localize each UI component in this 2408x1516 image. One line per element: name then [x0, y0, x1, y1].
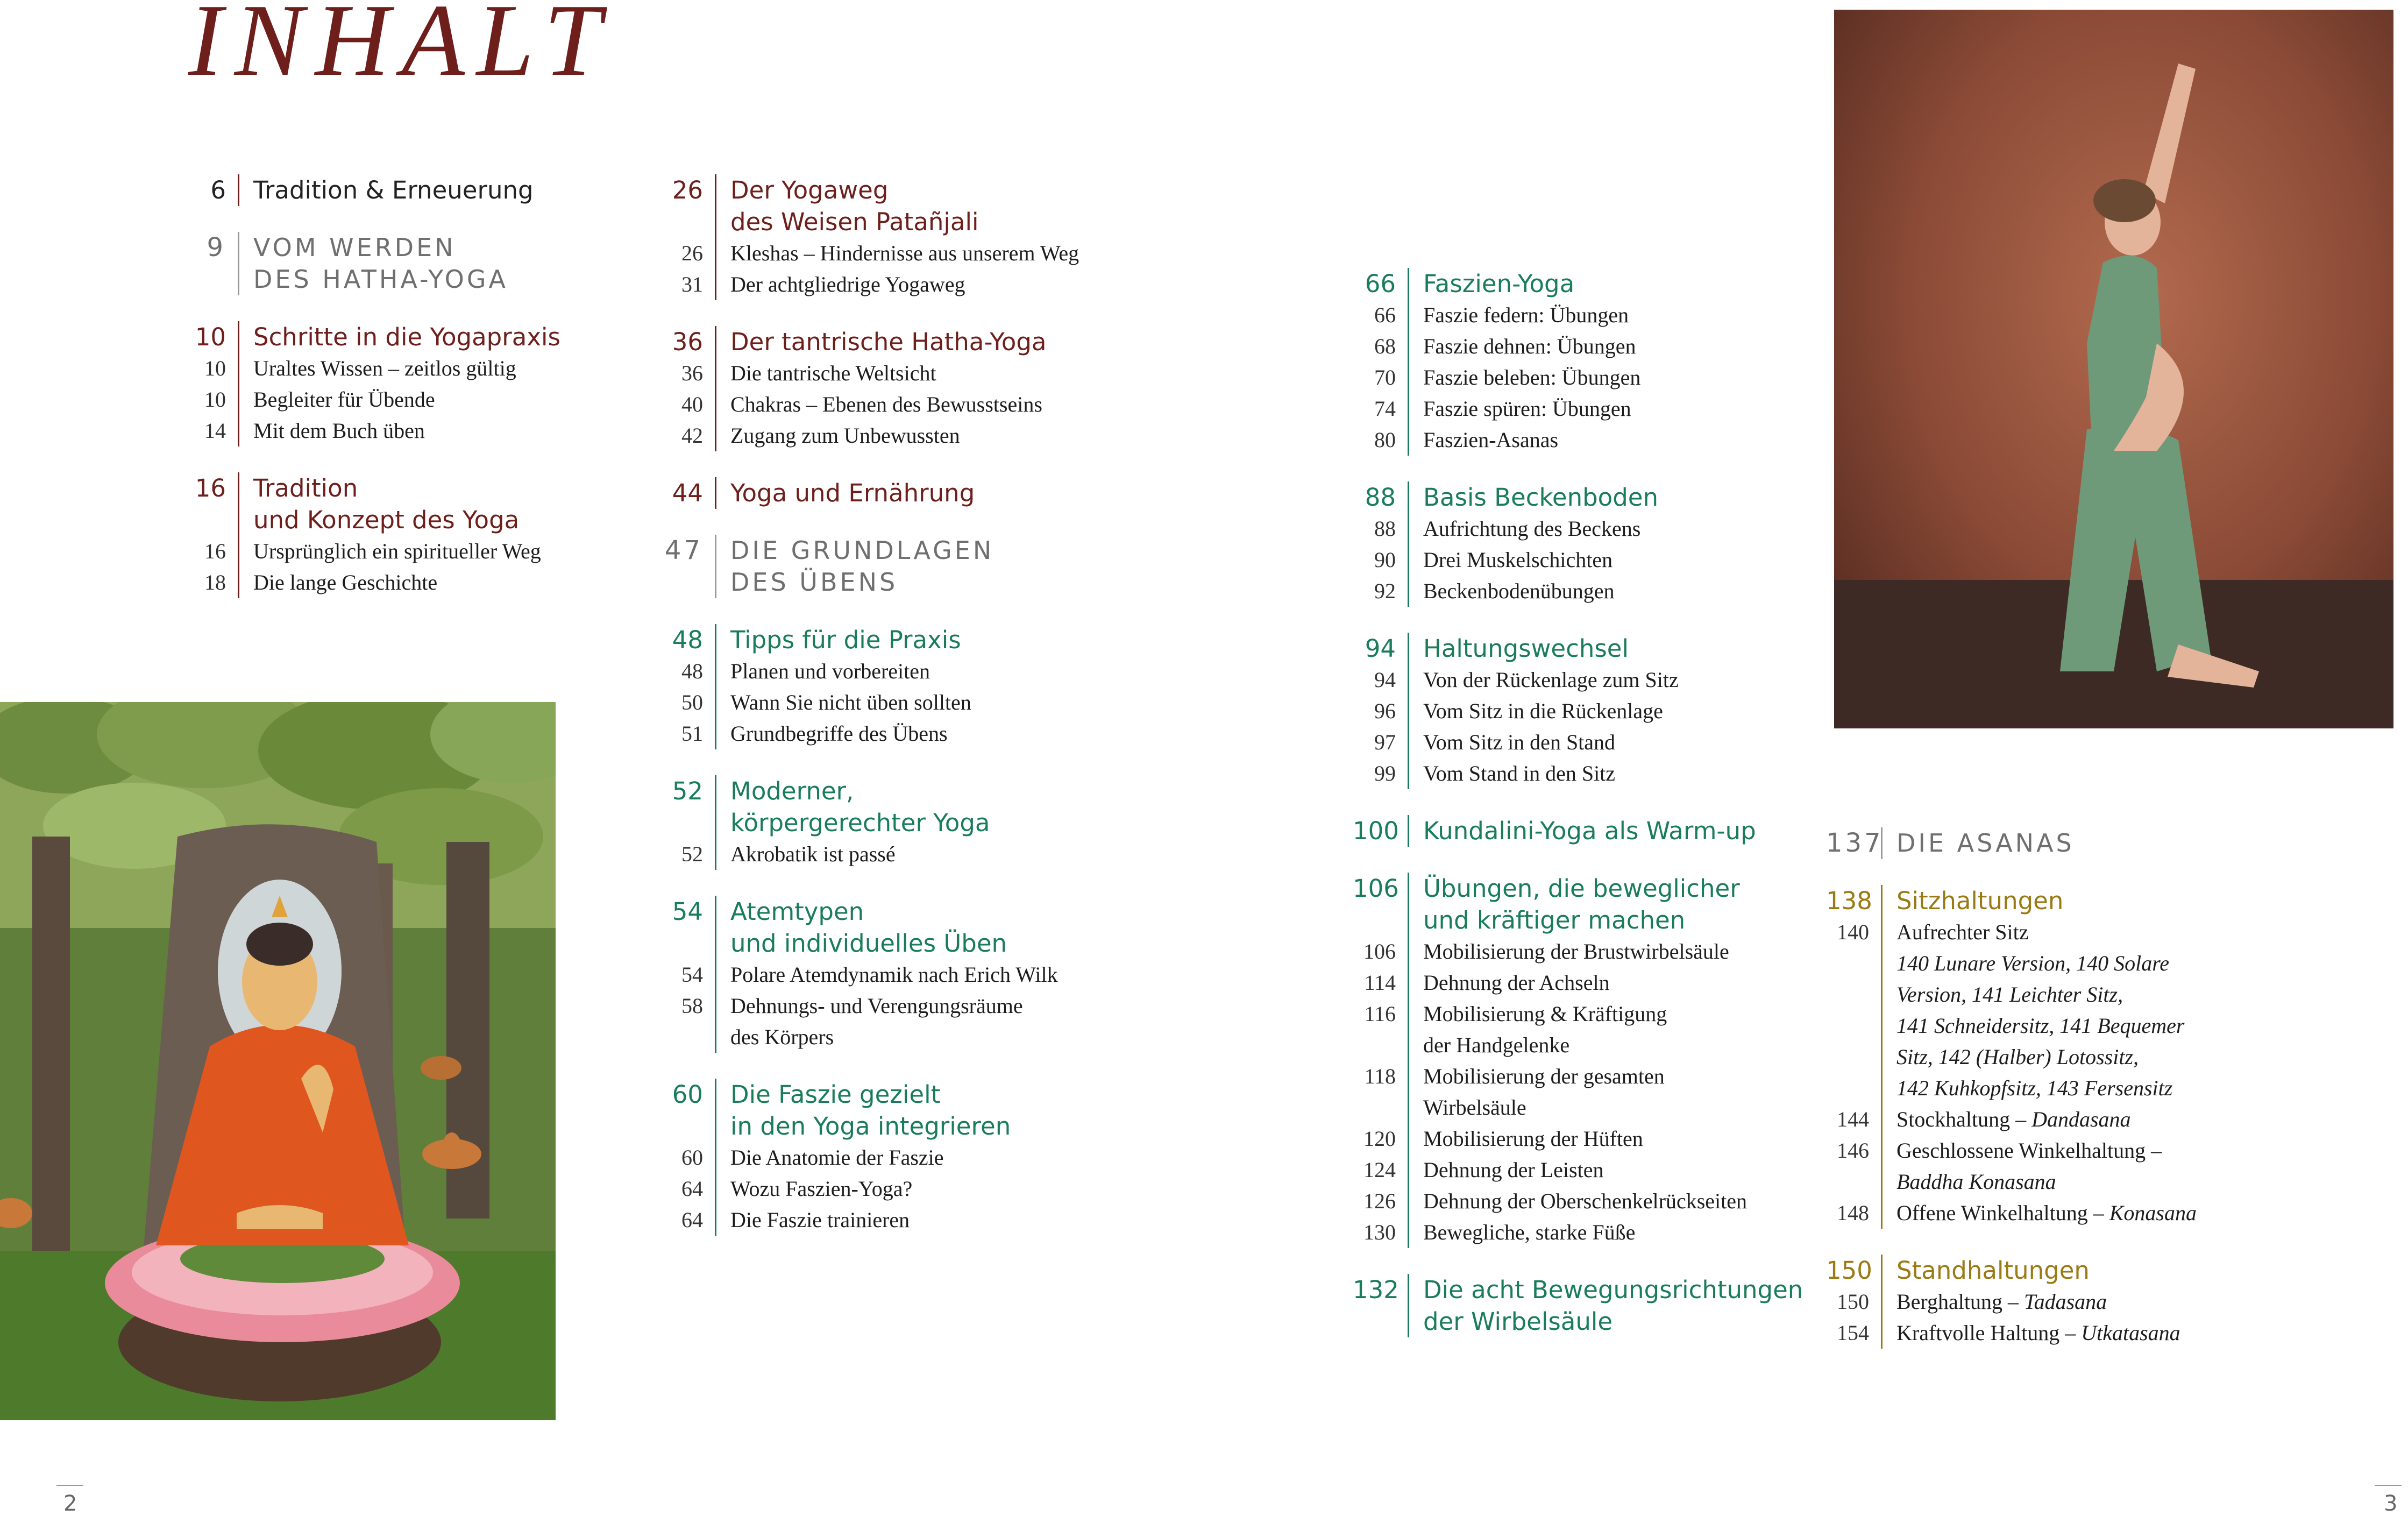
toc-item-page[interactable]: 144 — [1837, 1107, 1869, 1131]
toc-section — [1353, 633, 1837, 789]
toc-column-3 — [1353, 268, 1837, 1363]
toc-item-page[interactable]: 148 — [1837, 1201, 1869, 1225]
toc-item[interactable]: Mobilisierung der gesamten — [1423, 1064, 1665, 1088]
toc-heading-page[interactable]: 66 — [1365, 270, 1396, 298]
toc-heading-page[interactable] — [660, 927, 703, 959]
toc-heading-page[interactable]: 9 — [207, 232, 226, 263]
toc-heading-page[interactable]: 44 — [672, 479, 703, 507]
toc-entries — [1881, 827, 2364, 859]
toc-item-page[interactable]: 150 — [1837, 1290, 1869, 1314]
toc-item-page[interactable]: 140 — [1837, 920, 1869, 944]
toc-item[interactable]: Die Faszie trainieren — [730, 1208, 910, 1232]
toc-heading-page[interactable]: 106 — [1353, 874, 1399, 903]
toc-item[interactable]: 141 Schneidersitz, 141 Bequemer — [1896, 1014, 2185, 1038]
toc-item[interactable]: Dehnung der Leisten — [1423, 1158, 1604, 1182]
toc-heading-page[interactable]: 6 — [210, 176, 226, 204]
toc-page-numbers — [1826, 827, 1884, 859]
toc-heading-page[interactable]: 54 — [672, 897, 703, 926]
toc-item-page[interactable]: 99 — [1374, 761, 1396, 785]
toc-item[interactable]: Faszie spüren: Übungen — [1423, 396, 1631, 421]
toc-item-page[interactable]: 92 — [1374, 579, 1396, 603]
toc-heading-page[interactable] — [660, 807, 703, 839]
toc-section — [1353, 1274, 1837, 1337]
toc-section — [183, 174, 629, 206]
toc-item[interactable] — [1896, 1317, 2364, 1349]
toc-page-numbers — [183, 174, 238, 206]
toc-heading-page[interactable]: 48 — [672, 626, 703, 654]
toc-item-page[interactable]: 126 — [1363, 1189, 1396, 1213]
toc-item-page[interactable] — [1826, 1073, 1869, 1104]
toc-heading-page[interactable]: 60 — [672, 1080, 703, 1109]
toc-item-page[interactable]: 116 — [1364, 1002, 1396, 1026]
toc-item[interactable]: Ursprünglich ein spiritueller Weg — [253, 539, 541, 563]
toc-item-page[interactable] — [1826, 1166, 1869, 1198]
toc-section — [1353, 481, 1837, 607]
toc-item[interactable]: Vom Sitz in den Stand — [1423, 730, 1616, 754]
toc-item[interactable] — [1896, 1104, 2364, 1135]
toc-item[interactable]: Sitz, 142 (Halber) Lotossitz, — [1896, 1045, 2139, 1069]
toc-heading[interactable]: Übungen, die beweglicher — [1423, 874, 1740, 903]
toc-heading-page[interactable]: 26 — [672, 176, 703, 204]
toc-item[interactable]: Der achtgliedrige Yogaweg — [730, 272, 965, 296]
toc-item-page[interactable]: 118 — [1364, 1064, 1396, 1088]
toc-entries — [715, 775, 1209, 870]
toc-item-text: Berghaltung – — [1896, 1290, 2025, 1314]
toc-item-page[interactable]: 88 — [1374, 516, 1396, 541]
toc-heading[interactable]: Tradition — [253, 474, 358, 502]
toc-heading-page[interactable]: 16 — [195, 474, 226, 502]
toc-column-1 — [183, 174, 629, 624]
toc-item[interactable]: Kleshas – Hindernisse aus unserem Weg — [730, 241, 1079, 265]
toc-section — [660, 775, 1209, 870]
toc-item-page[interactable] — [1826, 948, 1869, 979]
toc-item[interactable]: der Handgelenke — [1423, 1033, 1570, 1057]
toc-heading-page[interactable] — [660, 1110, 703, 1142]
toc-section — [660, 624, 1209, 749]
yoga-pose-photo — [1834, 10, 2393, 728]
toc-heading[interactable]: Basis Beckenboden — [1423, 483, 1658, 512]
toc-entries — [1408, 873, 1837, 1248]
toc-section — [1826, 885, 2364, 1229]
toc-column-2 — [660, 174, 1209, 1262]
toc-item-page[interactable]: 70 — [1374, 365, 1396, 389]
toc-heading-page[interactable]: 52 — [672, 777, 703, 805]
toc-page-numbers — [660, 624, 715, 749]
toc-item[interactable]: Vom Sitz in die Rückenlage — [1423, 699, 1663, 723]
toc-item-page[interactable]: 74 — [1374, 396, 1396, 421]
toc-heading[interactable]: DIE ASANAS — [1896, 828, 2075, 858]
toc-item-text: Kraftvolle Haltung – — [1896, 1321, 2082, 1345]
toc-heading-page[interactable]: 137 — [1826, 828, 1884, 858]
toc-item[interactable]: Bewegliche, starke Füße — [1423, 1220, 1636, 1244]
toc-heading-page[interactable]: 150 — [1826, 1256, 1872, 1285]
toc-item[interactable]: Baddha Konasana — [1896, 1170, 2056, 1194]
toc-item-page[interactable]: 54 — [681, 962, 703, 987]
toc-heading-page[interactable]: 36 — [672, 328, 703, 356]
toc-item[interactable]: Faszie federn: Übungen — [1423, 303, 1629, 327]
toc-entries — [715, 326, 1209, 451]
toc-item-page[interactable]: 26 — [681, 241, 703, 265]
toc-entries — [1408, 268, 1837, 456]
toc-heading[interactable]: Yoga und Ernährung — [730, 479, 975, 507]
toc-item[interactable]: des Körpers — [730, 1025, 834, 1049]
toc-heading[interactable]: und Konzept des Yoga — [253, 506, 520, 534]
toc-item-sanskrit: Utkatasana — [2081, 1321, 2180, 1345]
toc-item-page[interactable]: 31 — [681, 272, 703, 296]
toc-section — [1353, 815, 1837, 847]
toc-heading-page[interactable] — [1353, 1306, 1396, 1337]
toc-page-numbers — [660, 1079, 715, 1236]
toc-item[interactable]: Mobilisierung der Hüften — [1423, 1127, 1643, 1151]
toc-entries — [715, 535, 1209, 598]
toc-page-numbers — [660, 477, 715, 509]
toc-item-page[interactable] — [1826, 1010, 1869, 1042]
toc-item[interactable]: Die lange Geschichte — [253, 570, 438, 594]
toc-item-page[interactable] — [1353, 1092, 1396, 1123]
toc-entries — [1408, 815, 1837, 847]
toc-item[interactable]: Chakras – Ebenen des Bewusstseins — [730, 392, 1042, 416]
toc-page-numbers — [1353, 268, 1408, 456]
toc-item[interactable]: Planen und vorbereiten — [730, 659, 930, 683]
toc-page-numbers — [660, 326, 715, 451]
toc-item-page[interactable]: 106 — [1363, 939, 1396, 964]
toc-page-numbers — [1353, 481, 1408, 607]
toc-entries — [1881, 885, 2364, 1229]
toc-heading-page[interactable]: 94 — [1365, 634, 1396, 663]
toc-item[interactable]: 142 Kuhkopfsitz, 143 Fersensitz — [1896, 1076, 2173, 1100]
toc-entries — [238, 232, 629, 295]
toc-item[interactable]: Aufrichtung des Beckens — [1423, 516, 1641, 541]
toc-item[interactable]: Faszie dehnen: Übungen — [1423, 334, 1636, 358]
toc-heading[interactable]: Kundalini-Yoga als Warm-up — [1423, 817, 1756, 845]
toc-item-page[interactable]: 40 — [681, 392, 703, 416]
toc-item[interactable]: Akrobatik ist passé — [730, 842, 896, 866]
toc-page-numbers — [660, 174, 715, 300]
toc-column-4 — [1826, 827, 2364, 1375]
toc-heading[interactable]: Tradition & Erneuerung — [253, 176, 534, 204]
toc-item[interactable]: Dehnung der Oberschenkelrückseiten — [1423, 1189, 1747, 1213]
toc-item[interactable]: Aufrechter Sitz — [1896, 920, 2029, 944]
toc-item[interactable]: Vom Stand in den Sitz — [1423, 761, 1616, 785]
toc-heading[interactable]: VOM WERDEN — [253, 233, 456, 262]
toc-heading-page[interactable]: 100 — [1353, 817, 1399, 845]
toc-item-page[interactable]: 130 — [1363, 1220, 1396, 1244]
toc-page-numbers — [1353, 1274, 1408, 1337]
toc-entries — [715, 477, 1209, 509]
toc-heading[interactable]: in den Yoga integrieren — [730, 1112, 1011, 1140]
left-folio-rule — [56, 1485, 83, 1486]
toc-item-page[interactable]: 16 — [204, 539, 226, 563]
toc-item[interactable]: Zugang zum Unbewussten — [730, 423, 960, 448]
toc-item-page[interactable]: 124 — [1363, 1158, 1396, 1182]
toc-entries — [715, 1079, 1209, 1236]
toc-heading[interactable]: Schritte in die Yogapraxis — [253, 323, 560, 351]
toc-heading-page[interactable]: 47 — [664, 535, 703, 565]
toc-item-page[interactable] — [1826, 1042, 1869, 1073]
toc-section — [1826, 1255, 2364, 1349]
toc-section — [660, 326, 1209, 451]
toc-item-page[interactable]: 64 — [681, 1208, 703, 1232]
toc-item[interactable] — [1896, 1286, 2364, 1317]
toc-item-page[interactable]: 96 — [1374, 699, 1396, 723]
toc-item-page[interactable]: 58 — [681, 994, 703, 1018]
toc-item-page[interactable]: 66 — [1374, 303, 1396, 327]
toc-item[interactable]: Geschlossene Winkelhaltung – — [1896, 1138, 2162, 1163]
toc-item-page[interactable]: 48 — [681, 659, 703, 683]
toc-item[interactable]: Von der Rückenlage zum Sitz — [1423, 668, 1679, 692]
toc-heading-page[interactable]: 138 — [1826, 887, 1872, 915]
toc-section — [660, 896, 1209, 1053]
toc-page-numbers — [183, 232, 238, 295]
toc-heading[interactable]: DIE GRUNDLAGEN — [730, 536, 995, 565]
toc-heading[interactable]: Sitzhaltungen — [1896, 887, 2064, 915]
toc-heading[interactable]: des Weisen Patañjali — [730, 208, 979, 236]
toc-item[interactable]: Wann Sie nicht üben sollten — [730, 690, 971, 714]
toc-item-page[interactable]: 90 — [1374, 548, 1396, 572]
toc-item[interactable]: Uraltes Wissen – zeitlos gültig — [253, 356, 516, 380]
toc-heading-page[interactable] — [183, 504, 226, 536]
toc-page-numbers — [183, 472, 238, 598]
toc-item[interactable]: Mobilisierung & Kräftigung — [1423, 1002, 1667, 1026]
toc-heading[interactable]: körpergerechter Yoga — [730, 809, 990, 837]
toc-item-page[interactable]: 14 — [204, 419, 226, 443]
toc-item-sanskrit: Tadasana — [2024, 1290, 2107, 1314]
toc-item-page[interactable]: 60 — [681, 1145, 703, 1170]
toc-item[interactable]: 140 Lunare Version, 140 Solare — [1896, 951, 2170, 975]
toc-heading[interactable]: Faszien-Yoga — [1423, 270, 1575, 298]
page-title: INHALT — [188, 0, 613, 97]
toc-item-page[interactable]: 52 — [681, 842, 703, 866]
toc-item-page[interactable] — [1826, 979, 1869, 1010]
left-page-number: 2 — [63, 1491, 77, 1516]
toc-item-page[interactable]: 80 — [1374, 428, 1396, 452]
toc-item-page[interactable]: 97 — [1374, 730, 1396, 754]
toc-heading[interactable]: Die Faszie gezielt — [730, 1080, 941, 1109]
toc-item-text: Offene Winkelhaltung – — [1896, 1201, 2109, 1225]
toc-item-page[interactable]: 64 — [681, 1177, 703, 1201]
toc-heading[interactable]: und individuelles Üben — [730, 929, 1007, 958]
toc-item-page[interactable]: 154 — [1837, 1321, 1869, 1345]
right-folio-rule — [2375, 1485, 2402, 1486]
toc-item[interactable]: Wirbelsäule — [1423, 1095, 1526, 1120]
toc-item[interactable]: Mit dem Buch üben — [253, 419, 425, 443]
toc-heading-page[interactable] — [660, 566, 703, 598]
toc-item[interactable]: Faszie beleben: Übungen — [1423, 365, 1641, 389]
toc-heading[interactable]: Der Yogaweg — [730, 176, 889, 204]
toc-item-sanskrit: Konasana — [2109, 1201, 2197, 1225]
toc-item[interactable]: Dehnung der Achseln — [1423, 970, 1610, 995]
toc-item[interactable]: Polare Atemdynamik nach Erich Wilk — [730, 962, 1058, 987]
toc-heading-page[interactable] — [660, 206, 703, 238]
toc-item-page[interactable] — [1353, 1030, 1396, 1061]
toc-section — [1826, 827, 2364, 859]
toc-item-page[interactable] — [660, 1022, 703, 1053]
toc-item[interactable]: Die tantrische Weltsicht — [730, 361, 936, 385]
toc-section — [183, 232, 629, 295]
toc-item[interactable]: Die Anatomie der Faszie — [730, 1145, 944, 1170]
toc-heading-page[interactable] — [1353, 904, 1396, 936]
toc-page-numbers — [1826, 885, 1881, 1229]
toc-item[interactable]: Wozu Faszien-Yoga? — [730, 1177, 913, 1201]
toc-item-page[interactable]: 50 — [681, 690, 703, 714]
toc-entries — [1408, 481, 1837, 607]
toc-item[interactable]: Begleiter für Übende — [253, 387, 435, 412]
toc-page-numbers — [1353, 873, 1408, 1248]
toc-heading[interactable]: Standhaltungen — [1896, 1256, 2090, 1285]
toc-heading-page[interactable]: 132 — [1353, 1276, 1399, 1304]
toc-page-numbers — [660, 775, 715, 870]
toc-section — [660, 174, 1209, 300]
toc-item[interactable]: Faszien-Asanas — [1423, 428, 1559, 452]
toc-entries — [715, 174, 1209, 300]
toc-entries — [238, 174, 629, 206]
toc-page-numbers — [1353, 633, 1408, 789]
toc-item[interactable]: Mobilisierung der Brustwirbelsäule — [1423, 939, 1729, 964]
buddha-painting-image — [0, 702, 556, 1420]
toc-entries — [1408, 633, 1837, 789]
toc-item-page[interactable]: 114 — [1364, 970, 1396, 995]
toc-page-numbers — [1353, 815, 1408, 847]
toc-entries — [715, 624, 1209, 749]
toc-item[interactable] — [1896, 1198, 2364, 1229]
toc-section — [1353, 268, 1837, 456]
toc-item-page[interactable]: 10 — [204, 356, 226, 380]
right-page-number: 3 — [2384, 1491, 2398, 1516]
toc-item-page[interactable]: 146 — [1837, 1138, 1869, 1163]
toc-item-page[interactable]: 10 — [204, 387, 226, 412]
toc-page-numbers — [660, 896, 715, 1053]
toc-entries — [238, 472, 629, 598]
toc-section — [660, 477, 1209, 509]
toc-heading[interactable]: Haltungswechsel — [1423, 634, 1629, 663]
toc-item[interactable]: Drei Muskelschichten — [1423, 548, 1613, 572]
toc-entries — [715, 896, 1209, 1053]
toc-section — [660, 1079, 1209, 1236]
toc-heading-page[interactable]: 88 — [1365, 483, 1396, 512]
toc-heading[interactable]: Moderner, — [730, 777, 854, 805]
toc-item-page[interactable]: 68 — [1374, 334, 1396, 358]
toc-heading[interactable]: Der tantrische Hatha-Yoga — [730, 328, 1047, 356]
toc-item[interactable]: Version, 141 Leichter Sitz, — [1896, 982, 2123, 1007]
toc-heading[interactable]: Atemtypen — [730, 897, 864, 926]
toc-item[interactable]: Dehnungs- und Verengungsräume — [730, 994, 1023, 1018]
toc-heading[interactable]: DES ÜBENS — [730, 568, 898, 597]
toc-item-page[interactable]: 94 — [1374, 668, 1396, 692]
toc-section — [660, 535, 1209, 598]
toc-heading-page[interactable] — [183, 264, 226, 295]
toc-item-page[interactable]: 120 — [1363, 1127, 1396, 1151]
toc-item[interactable]: Beckenbodenübungen — [1423, 579, 1615, 603]
toc-page-numbers — [183, 321, 238, 447]
toc-section — [183, 472, 629, 598]
toc-item-page[interactable]: 51 — [681, 721, 703, 746]
toc-heading[interactable]: Die acht Bewegungsrichtungen — [1423, 1276, 1803, 1304]
toc-item-page[interactable]: 18 — [204, 570, 226, 594]
toc-heading[interactable]: der Wirbelsäule — [1423, 1307, 1613, 1336]
toc-entries — [1881, 1255, 2364, 1349]
toc-entries — [238, 321, 629, 447]
toc-page-numbers — [660, 535, 715, 598]
toc-entries — [1408, 1274, 1837, 1337]
toc-item-text: Stockhaltung – — [1896, 1107, 2032, 1131]
toc-heading[interactable]: und kräftiger machen — [1423, 906, 1686, 934]
toc-page-numbers — [1826, 1255, 1881, 1349]
toc-item-page[interactable]: 36 — [681, 361, 703, 385]
toc-item-page[interactable]: 42 — [681, 423, 703, 448]
toc-item-sanskrit: Dandasana — [2031, 1107, 2131, 1131]
toc-item[interactable]: Grundbegriffe des Übens — [730, 721, 948, 746]
toc-section — [1353, 873, 1837, 1248]
toc-heading[interactable]: DES HATHA-YOGA — [253, 265, 508, 294]
toc-section — [183, 321, 629, 447]
toc-heading[interactable]: Tipps für die Praxis — [730, 626, 961, 654]
toc-heading-page[interactable]: 10 — [195, 323, 226, 351]
